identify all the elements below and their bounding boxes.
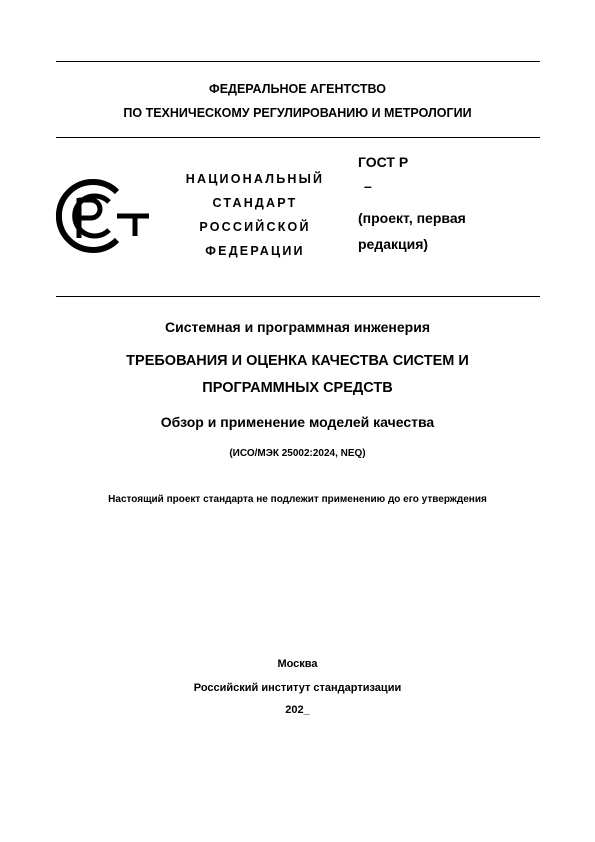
iso-reference: (ИСО/МЭК 25002:2024, NEQ) <box>229 448 366 459</box>
document-series-title: Системная и программная инженерия <box>164 319 430 335</box>
rst-certification-mark-icon <box>55 178 153 254</box>
document-subtitle: Обзор и применение моделей качества <box>160 414 435 430</box>
header-divider <box>56 296 540 297</box>
national-standard-line-3: РОССИЙСКОЙ <box>199 220 311 234</box>
publication-year: 202_ <box>285 704 310 716</box>
status-line-2: редакция) <box>358 236 429 252</box>
standard-number: – <box>364 178 372 194</box>
publication-city: Москва <box>277 658 318 670</box>
publisher-name: Российский институт стандартизации <box>193 682 402 694</box>
standard-code: ГОСТ Р <box>358 154 409 170</box>
agency-line-2: ПО ТЕХНИЧЕСКОМУ РЕГУЛИРОВАНИЮ И МЕТРОЛОГИИ <box>123 106 472 120</box>
agency-divider <box>56 137 540 138</box>
status-line-1: (проект, первая <box>358 210 466 226</box>
national-standard-line-2: СТАНДАРТ <box>212 196 298 210</box>
agency-line-1: ФЕДЕРАЛЬНОЕ АГЕНТСТВО <box>209 82 386 96</box>
top-divider <box>56 61 540 62</box>
draft-notice: Настоящий проект стандарта не подлежит применению до его утверждения <box>108 494 487 505</box>
national-standard-line-4: ФЕДЕРАЦИИ <box>205 244 305 258</box>
national-standard-line-1: НАЦИОНАЛЬНЫЙ <box>185 172 325 186</box>
document-main-title-line-1: ТРЕБОВАНИЯ И ОЦЕНКА КАЧЕСТВА СИСТЕМ И <box>126 353 469 369</box>
document-main-title-line-2: ПРОГРАММНЫХ СРЕДСТВ <box>202 380 393 396</box>
